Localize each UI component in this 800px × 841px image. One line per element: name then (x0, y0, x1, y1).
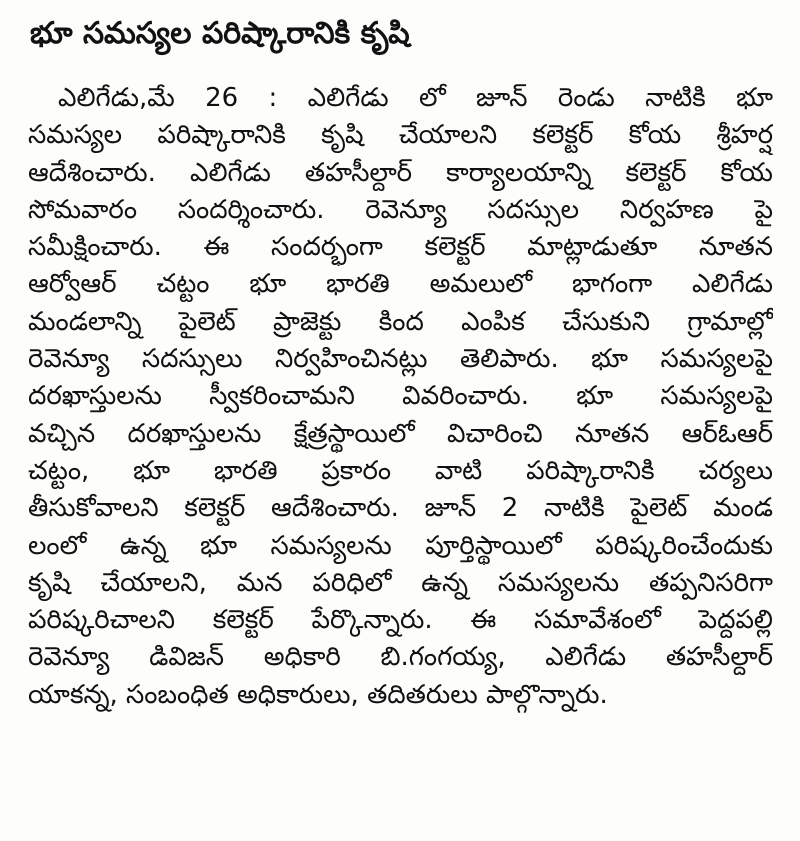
article-line: దరఖాస్తులను స్వీకరించామని వివరించారు. భూ సమస్యలపై (28, 381, 773, 412)
article-body (28, 80, 773, 835)
headline: భూ సమస్యల పరిష్కారానికి కృషి (30, 16, 410, 51)
article-line: యాకన్న, సంబంధిత అధికారులు, తదితరులు పాల్గొన్నారు. (28, 679, 608, 710)
article-line: ఆర్వోఆర్ చట్టం భూ భారతి అమలులో భాగంగా ఎలిగేడు (28, 269, 773, 300)
article-line: ఎలిగేడు,మే 26 : ఎలిగేడు లో జూన్ రెండు నాటికి భూ (58, 83, 773, 113)
article-line: సమస్యల పరిష్కారానికి కృషి చేయాలని కలెక్టర్ కోయ శ్రీహర్ష (28, 120, 773, 151)
article-line: ఆదేశించారు. ఎలిగేడు తహసీల్దార్ కార్యాలయాన్ని కలెక్టర్ కోయ (28, 157, 773, 188)
article-line: మండలాన్ని పైలెట్ ప్రాజెక్టు కింద ఎంపిక చేసుకుని గ్రామాల్లో (28, 306, 773, 337)
article-line: సోమవారం సందర్శించారు. రెవెన్యూ సదస్సుల నిర్వహణ పై (28, 194, 773, 225)
article-line: రెవెన్యూ డివిజన్ అధికారి బి.గంగయ్య, ఎలిగేడు తహసీల్దార్ (28, 642, 773, 673)
article-line: లంలో ఉన్న భూ సమస్యలను పూర్తిస్థాయిలో పరిష్కరించేందుకు (28, 530, 773, 561)
article-line: కృషి చేయాలని, మన పరిధిలో ఉన్న సమస్యలను తప్పనిసరిగా (28, 567, 773, 598)
article-line: తీసుకోవాలని కలెక్టర్ ఆదేశించారు. జూన్ 2 నాటికి పైలెట్ మండ (28, 493, 773, 524)
article-line: వచ్చిన దరఖాస్తులను క్షేత్రస్థాయిలో విచారించి నూతన ఆర్ఓఆర్ (28, 418, 773, 449)
article-line: రెవెన్యూ సదస్సులు నిర్వహించినట్లు తెలిపారు. భూ సమస్యలపై (28, 344, 773, 375)
article-line: సమీక్షించారు. ఈ సందర్భంగా కలెక్టర్ మాట్లాడుతూ నూతన (28, 232, 773, 263)
article-line: చట్టం, భూ భారతి ప్రకారం వాటి పరిష్కారానికి చర్యలు (28, 455, 773, 486)
article-line: పరిష్కరిచాలని కలెక్టర్ పేర్కొన్నారు. ఈ సమావేశంలో పెద్దపల్లి (28, 605, 773, 636)
